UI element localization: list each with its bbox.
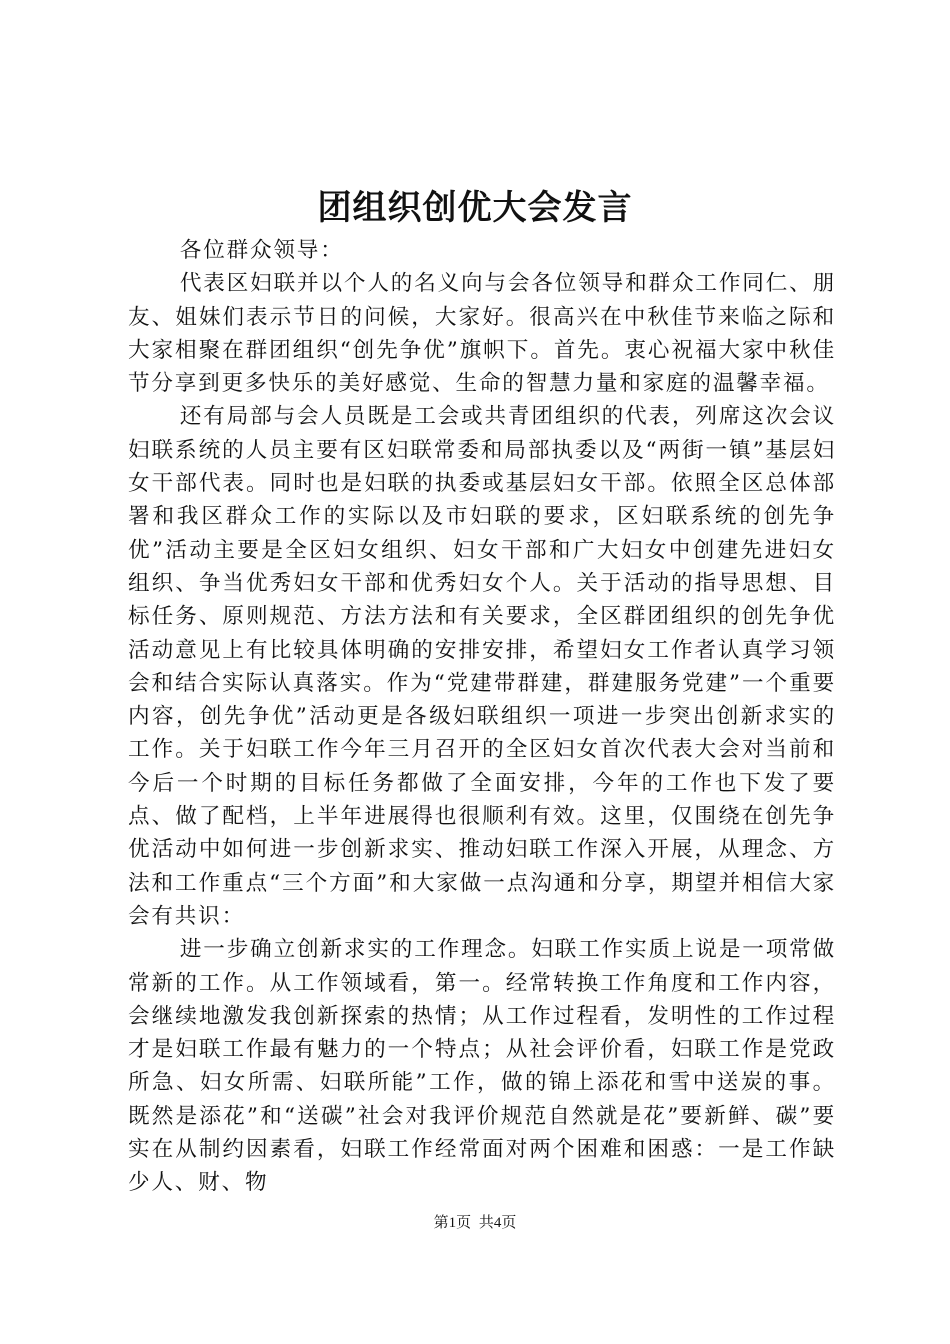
- page-number: 第1页: [433, 1215, 472, 1231]
- document-body: [128, 234, 836, 1200]
- paragraph-3: 进一步确立创新求实的工作理念。妇联工作实质上说是一项常做常新的工作。从工作领域看，第一。经常转换工作角度和工作内容，会继续地激发我创新探索的热情；从工作过程看，发明性的工作过程才是妇联工作最有魅力的一个特点；从社会评价看，妇联工作是党政所急、妇女所需、妇联所能”工作，做的锦上添花和雪中送炭的事。既然是添花”和“送碳”社会对我评价规范自然就是花”要新鲜、碳”要实在从制约因素看，妇联工作经常面对两个困难和困惑：一是工作缺少人、财、物: [128, 937, 836, 1196]
- page-total: 共4页: [478, 1215, 517, 1231]
- paragraph-2: 还有局部与会人员既是工会或共青团组织的代表，列席这次会议妇联系统的人员主要有区妇联常委和局部执委以及“两街一镇”基层妇女干部代表。同时也是妇联的执委或基层妇女干部。依照全区总体部署和我区群众工作的实际以及市妇联的要求，区妇联系统的创先争优”活动主要是全区妇女组织、妇女干部和广大妇女中创建先进妇女组织、争当优秀妇女干部和优秀妇女个人。关于活动的指导思想、目标任务、原则规范、方法方法和有关要求，全区群团组织的创先争优活动意见上有比较具体明确的安排安排，希望妇女工作者认真学习领会和结合实际认真落实。作为“党建带群建，群建服务党建”一个重要内容，创先争优”活动更是各级妇联组织一项进一步突出创新求实的工作。关于妇联工作今年三月召开的全区妇女首次代表大会对当前和今后一个时期的目标任务都做了全面安排，今年的工作也下发了要点、做了配档，上半年进展得也很顺利有效。这里，仅围绕在创先争优活动中如何进一步创新求实、推动妇联工作深入开展，从理念、方法和工作重点“三个方面”和大家做一点沟通和分享，期望并相信大家会有共识：: [128, 404, 836, 929]
- salutation: 各位群众领导：: [179, 238, 344, 263]
- paragraph-1: 代表区妇联并以个人的名义向与会各位领导和群众工作同仁、朋友、姐妹们表示节日的问候，大家好。很高兴在中秋佳节来临之际和大家相聚在群团组织“创先争优”旗帜下。首先。衷心祝福大家中秋佳节分享到更多快乐的美好感觉、生命的智慧力量和家庭的温馨幸福。: [128, 271, 836, 397]
- document-title: 团组织创优大会发言: [317, 188, 633, 228]
- page-footer: [0, 1212, 950, 1234]
